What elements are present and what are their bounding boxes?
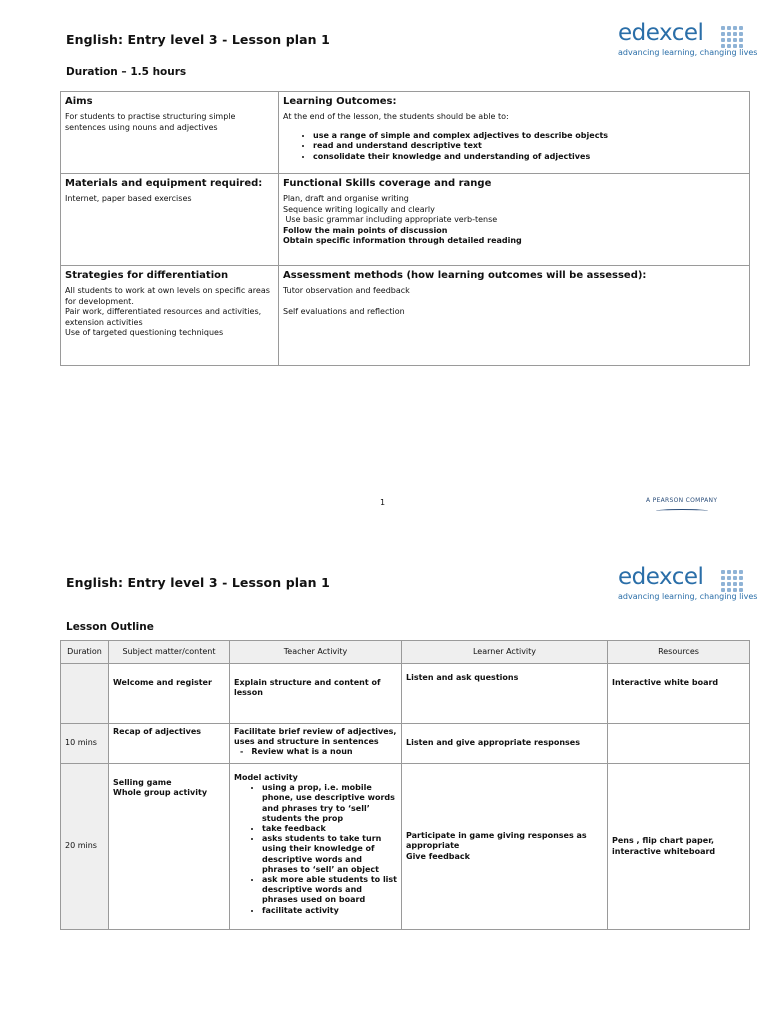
section-title: Lesson Outline: [66, 621, 154, 633]
duration-cell: 20 mins: [61, 764, 109, 930]
teacher-title: Model activity: [234, 773, 298, 782]
subject-line: Welcome and register: [113, 678, 212, 687]
page-2: [0, 530, 768, 1024]
aims-text: For students to practise structuring simple sentences using nouns and adjectives: [65, 112, 236, 132]
list-item: • using a prop, i.e. mobile phone, use descriptive words and phrases try to ‘sell’ students the prop: [262, 783, 397, 824]
outcomes-intro: At the end of the lesson, the students should be able to:: [283, 112, 509, 121]
logo-tagline: advancing learning, changing lives: [618, 48, 758, 57]
column-header: Learner Activity: [402, 641, 608, 664]
list-item: • ask more able students to list descriptive words and phrases used on board: [262, 875, 397, 906]
list-item: • use a range of simple and complex adjectives to describe objects: [313, 131, 745, 142]
table-row: [61, 724, 750, 764]
outcomes-heading: Learning Outcomes:: [283, 96, 397, 107]
functional-line: Follow the main points of discussion: [283, 225, 448, 235]
materials-heading: Materials and equipment required:: [65, 178, 263, 189]
lesson-info-table: [60, 91, 750, 366]
assessment-heading: Assessment methods (how learning outcomes will be assessed):: [283, 270, 647, 281]
table-row: [61, 266, 750, 366]
aims-cell: [61, 92, 279, 174]
teacher-cell: [230, 664, 402, 724]
learner-line: Participate in game giving responses as appropriate: [406, 831, 587, 851]
duration-label: Duration – 1.5 hours: [66, 66, 187, 78]
learner-cell: [402, 664, 608, 724]
table-row: [61, 664, 750, 724]
list-item: • read and understand descriptive text: [313, 141, 745, 152]
assessment-cell: [279, 266, 750, 366]
teacher-items: [234, 747, 397, 757]
functional-line: Use basic grammar including appropriate verb-tense: [283, 215, 498, 224]
list-item: • facilitate activity: [262, 906, 397, 916]
functional-cell: [279, 174, 750, 266]
resources-cell: Pens , flip chart paper, interactive whiteboard: [608, 764, 750, 930]
subject-line: Recap of adjectives: [113, 727, 202, 736]
assessment-line: Self evaluations and reflection: [283, 306, 405, 316]
subject-cell: [109, 664, 230, 724]
strategies-cell: [61, 266, 279, 366]
teacher-title: Explain structure and content of lesson: [234, 678, 381, 698]
lesson-outline-table: [60, 640, 750, 930]
column-header: Resources: [608, 641, 750, 664]
materials-text: Internet, paper based exercises: [65, 194, 192, 203]
pearson-footer-logo: A PEARSON COMPANY: [646, 497, 718, 504]
table-row: [61, 174, 750, 266]
outcomes-cell: [279, 92, 750, 174]
resources-cell: Interactive white board: [608, 664, 750, 724]
logo-wordmark: edexcel: [618, 564, 704, 590]
column-header: Subject matter/content: [109, 641, 230, 664]
learner-line: Give feedback: [406, 851, 470, 861]
table-header-row: [61, 641, 750, 664]
document-title: English: Entry level 3 - Lesson plan 1: [66, 575, 330, 590]
strategies-heading: Strategies for differentiation: [65, 270, 229, 281]
table-row: [61, 92, 750, 174]
strategies-line: Use of targeted questioning techniques: [65, 328, 224, 337]
teacher-cell: [230, 764, 402, 930]
learner-line: Listen and ask questions: [406, 673, 519, 682]
duration-cell: 10 mins: [61, 724, 109, 764]
subject-cell: [109, 724, 230, 764]
edexcel-logo: [618, 564, 758, 608]
resources-cell: [608, 724, 750, 764]
learner-cell: [402, 764, 608, 930]
teacher-items: [234, 783, 397, 916]
table-row: [61, 764, 750, 930]
subject-line: Whole group activity: [113, 788, 208, 798]
functional-line: Obtain specific information through detailed reading: [283, 236, 522, 245]
materials-cell: [61, 174, 279, 266]
functional-heading: Functional Skills coverage and range: [283, 178, 492, 189]
list-item: • take feedback: [262, 824, 397, 834]
learner-line: Listen and give appropriate responses: [406, 738, 580, 748]
strategies-line: Pair work, differentiated resources and activities, extension activities: [65, 307, 262, 327]
logo-tagline: advancing learning, changing lives: [618, 592, 758, 601]
logo-dots-icon: [721, 26, 745, 48]
list-item: • consolidate their knowledge and understanding of adjectives: [313, 152, 745, 163]
subject-line: Selling game: [113, 778, 172, 787]
aims-heading: Aims: [65, 96, 93, 107]
page-number: 1: [380, 498, 386, 507]
logo-dots-icon: [721, 570, 745, 592]
list-item: • asks students to take turn using their knowledge of descriptive words and phrases to ‘sell’ an object: [262, 834, 397, 875]
column-header: Teacher Activity: [230, 641, 402, 664]
teacher-title: Facilitate brief review of adjectives, uses and structure in sentences: [234, 727, 397, 747]
teacher-cell: [230, 724, 402, 764]
strategies-line: All students to work at own levels on specific areas for development.: [65, 286, 270, 306]
column-header: Duration: [61, 641, 109, 664]
list-item: - Review what is a noun: [252, 747, 397, 757]
logo-wordmark: edexcel: [618, 20, 704, 46]
functional-line: Sequence writing logically and clearly: [283, 204, 435, 214]
pearson-swoosh-icon: [656, 509, 708, 513]
edexcel-logo: [618, 20, 758, 64]
assessment-line: Tutor observation and feedback: [283, 286, 410, 295]
subject-cell: [109, 764, 230, 930]
duration-cell: [61, 664, 109, 724]
document-title: English: Entry level 3 - Lesson plan 1: [66, 32, 330, 47]
outcomes-list: [283, 131, 745, 163]
functional-line: Plan, draft and organise writing: [283, 194, 409, 203]
learner-cell: [402, 724, 608, 764]
